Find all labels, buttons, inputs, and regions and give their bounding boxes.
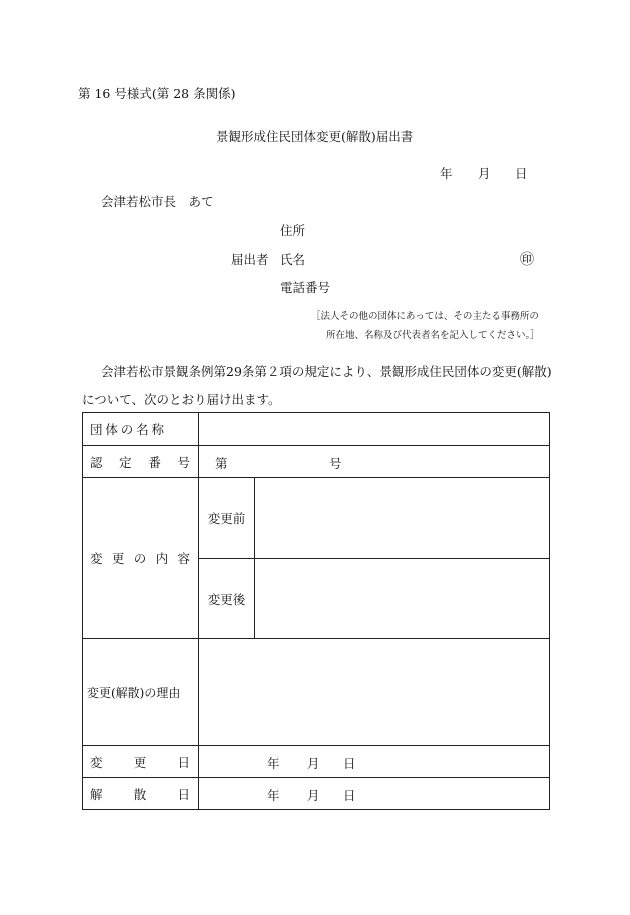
- name-label: 氏名: [280, 252, 306, 267]
- label-char: 更: [111, 551, 125, 566]
- after-label: 変更後: [199, 559, 255, 639]
- applicant-note-line2: 所在地、名称及び代表者名を記入してください。］: [326, 330, 540, 341]
- date-day: 日: [515, 166, 528, 181]
- reason-field[interactable]: [199, 639, 550, 746]
- row-dissolve-date: [83, 778, 550, 810]
- reason-label: 変更(解散)の理由: [83, 639, 199, 746]
- after-field[interactable]: [255, 559, 550, 639]
- row-change-date: [83, 746, 550, 778]
- date-month: 月: [478, 166, 491, 181]
- label-char: 容: [177, 551, 190, 566]
- document-title: 景観形成住民団体変更(解散)届出書: [216, 129, 414, 144]
- label-char: 体: [105, 422, 118, 437]
- label-char: 名: [136, 422, 149, 437]
- applicant-label: 届出者: [231, 252, 269, 267]
- dissolve-date-field[interactable]: [199, 778, 550, 810]
- label-char: 番: [148, 454, 161, 470]
- dissolve-date-label-cell: [83, 778, 199, 810]
- change-content-label-cell: [83, 478, 199, 639]
- change-date-day: 日: [343, 756, 356, 771]
- change-date-year: 年: [267, 756, 280, 771]
- label-char: 日: [177, 754, 190, 770]
- before-field[interactable]: [255, 478, 550, 559]
- body-text-line2: について、次のとおり届け出ます。: [82, 392, 281, 407]
- form-number: 第 16 号様式(第 28 条関係): [78, 86, 236, 101]
- label-char: 解: [90, 786, 103, 802]
- label-char: の: [120, 422, 134, 437]
- cert-number-label-cell: [83, 446, 199, 478]
- row-reason: [83, 639, 550, 746]
- label-char: 更: [133, 754, 147, 770]
- label-char: 変: [90, 754, 103, 770]
- dissolve-date-label: [83, 785, 198, 803]
- dissolve-date-year: 年: [267, 788, 280, 803]
- seal-mark: ㊞: [520, 252, 534, 268]
- label-char: 散: [133, 786, 147, 802]
- row-group-name: [83, 413, 550, 446]
- body-text-line1: 会津若松市景観条例第29条第２項の規定により、景観形成住民団体の変更(解散): [101, 364, 552, 379]
- cert-number-label: [83, 453, 198, 471]
- applicant-note-line1: ［法人その他の団体にあっては、その主たる事務所の: [311, 311, 539, 322]
- change-date-label: [83, 753, 198, 771]
- dissolve-date-day: 日: [343, 788, 356, 803]
- phone-label: 電話番号: [280, 280, 331, 295]
- label-char: 号: [177, 454, 190, 470]
- cert-number-suffix: 号: [329, 456, 342, 471]
- change-date-month: 月: [307, 756, 320, 771]
- date-year: 年: [440, 166, 453, 181]
- cert-number-field[interactable]: [199, 446, 550, 478]
- label-char: 日: [177, 786, 190, 802]
- before-label: 変更前: [199, 478, 255, 559]
- label-char: 称: [151, 422, 164, 437]
- label-char: 定: [119, 454, 132, 470]
- label-char: 変: [90, 551, 103, 566]
- change-date-label-cell: [83, 746, 199, 778]
- label-char: 内: [155, 551, 169, 566]
- dissolve-date-month: 月: [307, 788, 320, 803]
- row-change-before: [83, 478, 550, 559]
- group-name-field[interactable]: [199, 413, 550, 446]
- group-name-label-cell: [83, 413, 199, 446]
- change-content-label: [83, 549, 198, 567]
- cert-number-prefix: 第: [215, 456, 228, 471]
- label-char: 団: [90, 422, 103, 437]
- address-label: 住所: [280, 223, 306, 238]
- change-date-field[interactable]: [199, 746, 550, 778]
- row-cert-number: [83, 446, 550, 478]
- label-char: 認: [90, 454, 103, 470]
- form-table: [82, 412, 550, 810]
- addressee: 会津若松市長 あて: [101, 194, 214, 209]
- group-name-label: [83, 420, 198, 438]
- label-char: の: [133, 551, 147, 566]
